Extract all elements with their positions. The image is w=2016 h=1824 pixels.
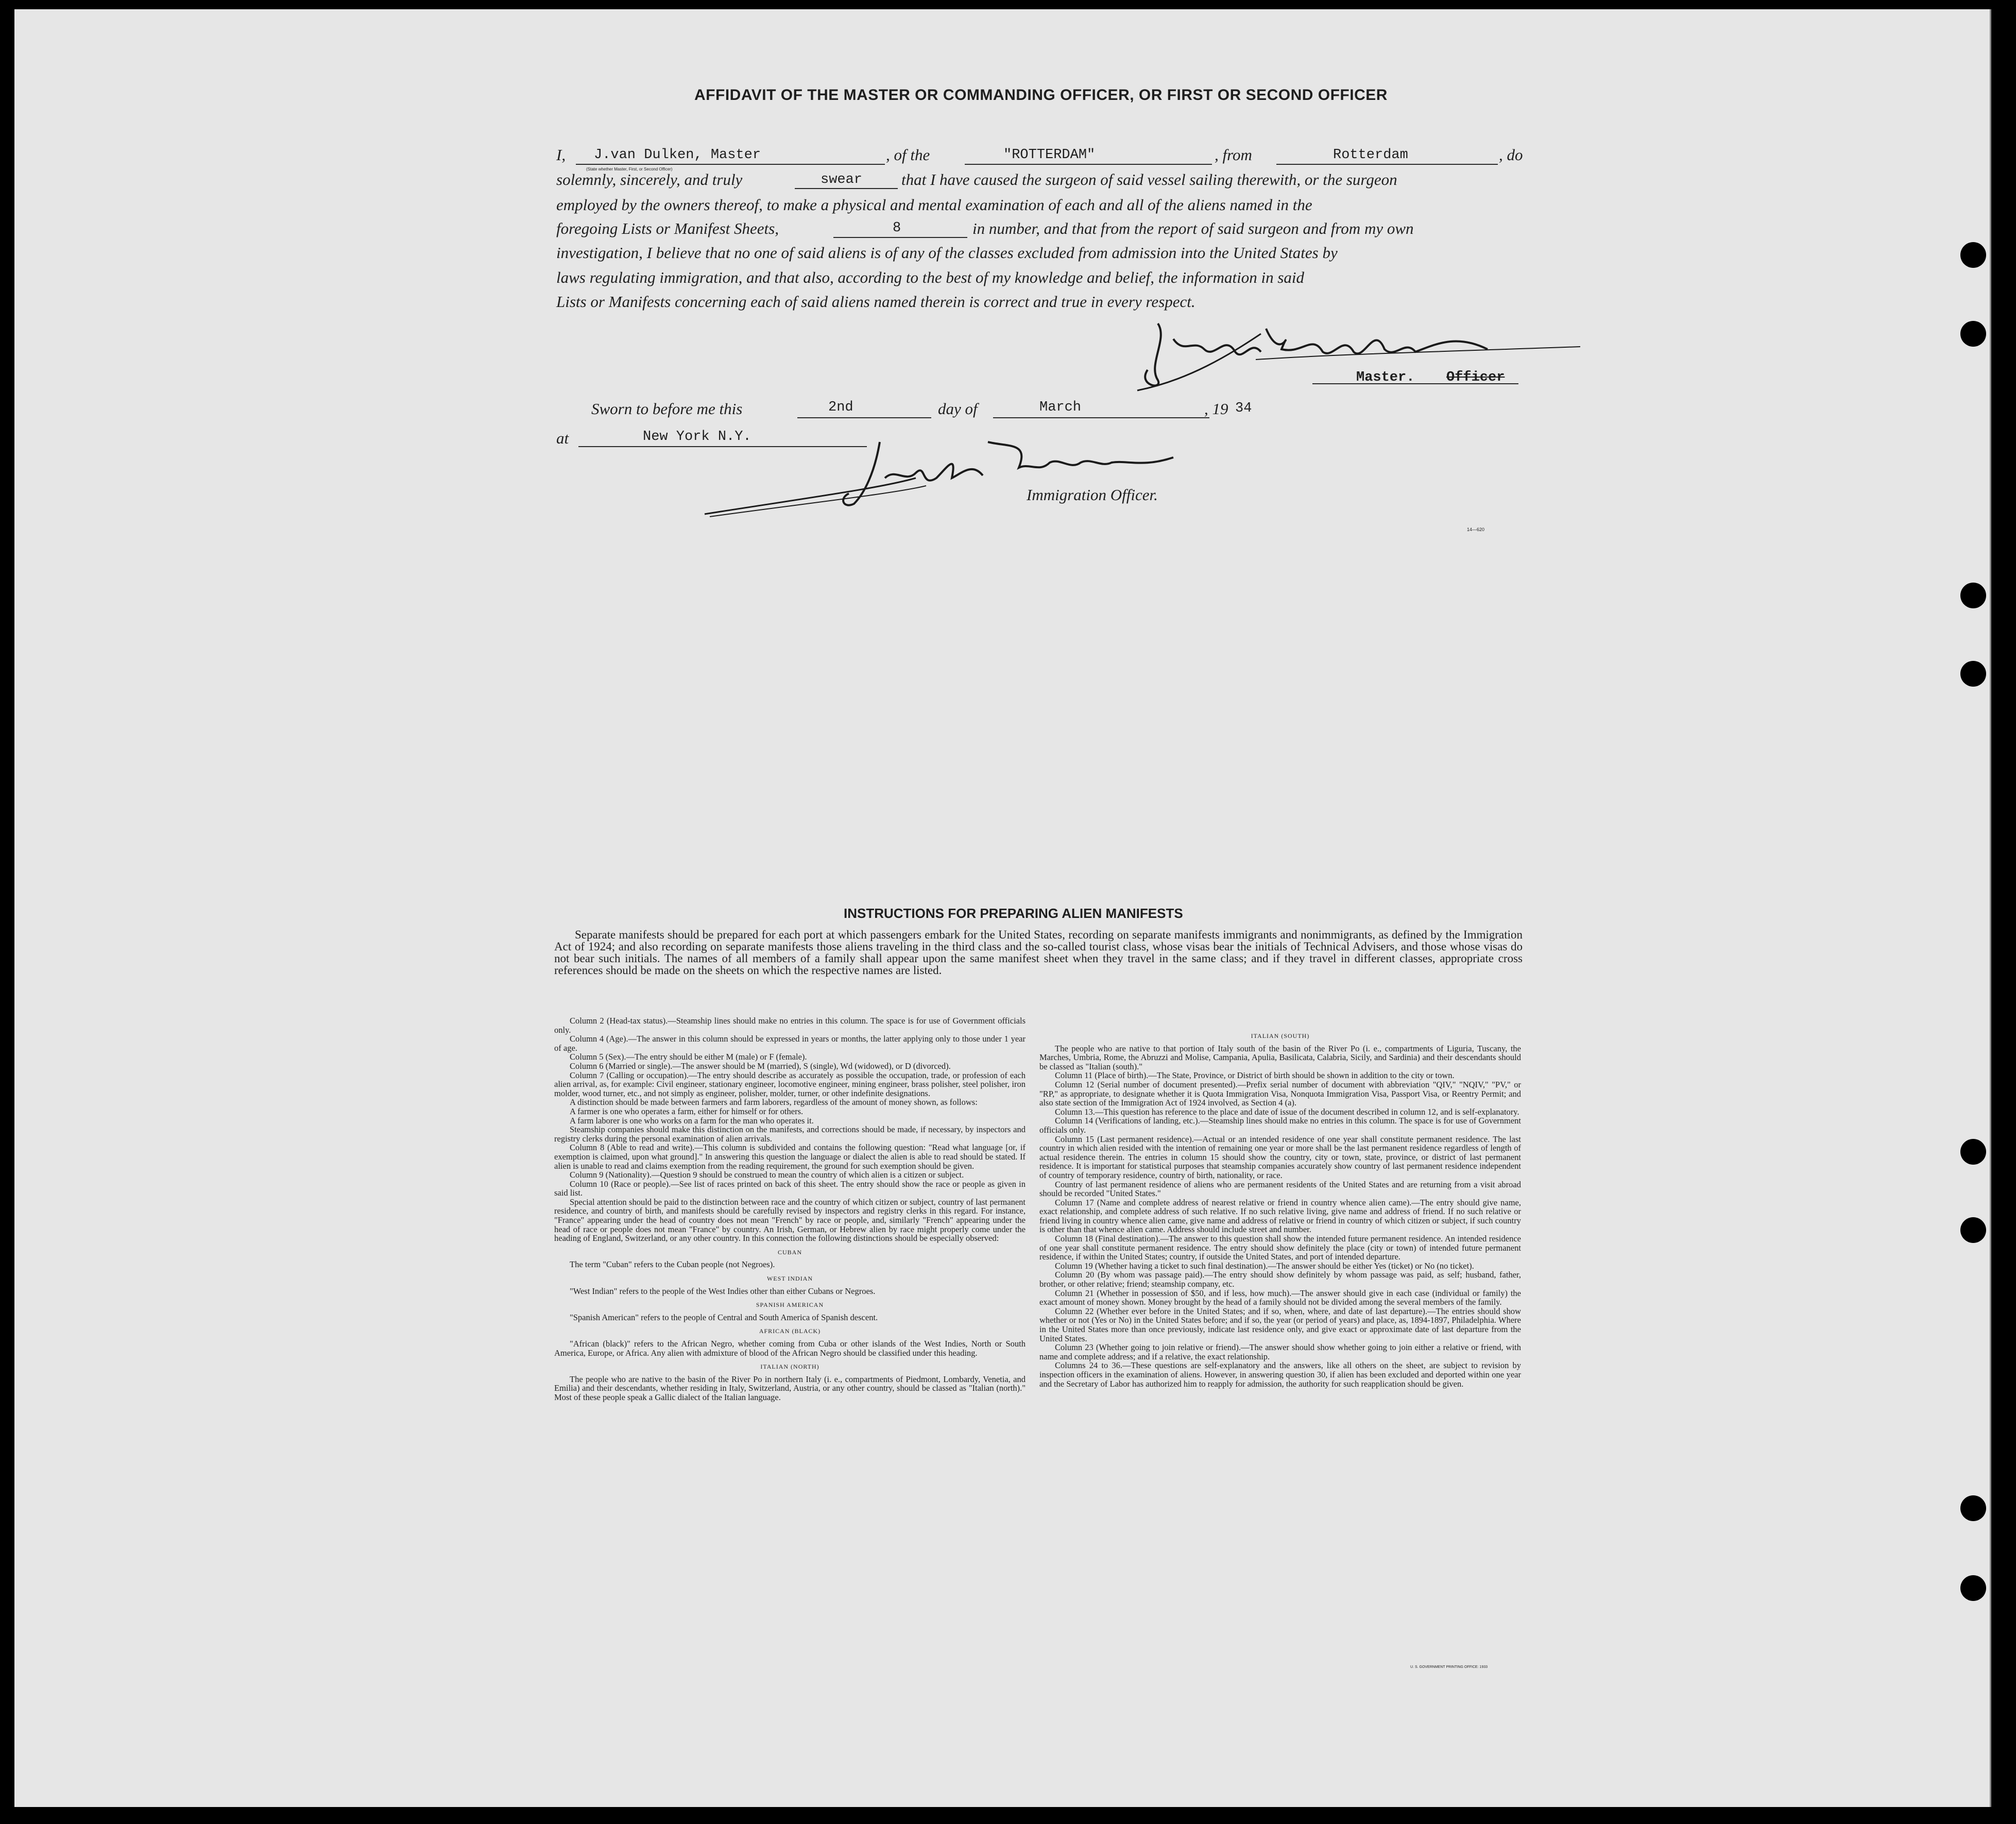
para-col4: Column 4 (Age).—The answer in this column should be expressed in years or months, the latter applying only to those under 1 year of age. <box>554 1034 1026 1053</box>
oath-underline <box>795 188 898 189</box>
para-col13: Column 13.—This question has reference to the place and date of issue of the document described in column 12, and is self-explanatory. <box>1055 1106 1519 1117</box>
month-underline <box>993 417 1209 418</box>
text-investigation: investigation, I believe that no one of said aliens is of any of the classes excluded from admission into the United States by <box>556 244 1338 262</box>
master-signature <box>1127 303 1591 401</box>
text-sworn: Sworn to before me this <box>591 400 743 418</box>
para-col15: Column 15 (Last permanent residence).—Actual or an intended residence of one year shall constitute permanent residence. The last country in which alien resided with the intention of remaining one year or more shall be the last permanent residence regardless of length of actual residence therein. The entries in column 15 should show the country, city or town, state, province, or district of last permanent residence. It is important for statistical purposes that steamship companies accurately show country of last permanent residence independent of country of temporary residence, country of birth, nationality, or race. <box>1039 1134 1521 1180</box>
text-lists: Lists or Manifests concerning each of said aliens named therein is correct and true in every respect. <box>556 293 1195 311</box>
name-underline <box>576 164 885 165</box>
para-african: "African (black)" refers to the African Negro, whether coming from Cuba or other islands of the West Indies, North or South America, Europe, or Africa. Any alien with admixture of blood of the African Negro should be classified under this heading. <box>554 1339 1026 1358</box>
para-col22: Column 22 (Whether ever before in the United States; and if so, when, where, and date of last departure).—The entries should show whether or not (Yes or No) in the United States before; and if so, the year (or period of years) and place, as, 1894-1897, Philadelphia. Where in the United States more than once previously, indicate last residence only, and give exact or approximate date of last departure from the United States. <box>1039 1306 1521 1343</box>
instructions-title: INSTRUCTIONS FOR PREPARING ALIEN MANIFESTS <box>844 906 1183 921</box>
port-field: Rotterdam <box>1333 147 1408 163</box>
text-i: I, <box>556 146 566 164</box>
oath-field: swear <box>821 172 863 187</box>
para-italian-south: The people who are native to that portion of Italy south of the basin of the River Po (i. e., compartments of Liguria, Tuscany, the Marches, Umbria, Rome, the Abruzzi and Molise, Campania, Apulia, Basilicata, Calabria, Sicily, and Sardinia) and their descendants should be classed as "Italian (south)." <box>1039 1043 1521 1071</box>
text-from: , from <box>1215 146 1252 164</box>
para-steamship: Steamship companies should make this distinction on the manifests, and corrections should be made, if necessary, by inspectors and registry clerks during the personal examination of alien arrivals. <box>554 1124 1026 1144</box>
sheets-underline <box>833 237 967 238</box>
para-farm-laborer: A farm laborer is one who works on a farm for the man who operates it. <box>570 1115 814 1126</box>
binder-hole <box>1960 1495 1986 1521</box>
para-west-indian: "West Indian" refers to the people of the West Indies other than either Cubans or Negroes. <box>570 1286 876 1296</box>
sworn-place-field: New York N.Y. <box>643 429 751 445</box>
form-number: 14—620 <box>1467 527 1485 532</box>
printer-imprint: U. S. GOVERNMENT PRINTING OFFICE: 1933 <box>1410 1665 1488 1669</box>
immigration-officer-signature <box>699 432 1215 524</box>
binder-hole <box>1960 661 1986 687</box>
binder-hole <box>1960 1575 1986 1601</box>
para-col21: Column 21 (Whether in possession of $50, and if less, how much).—The answer should give in each case (individual or family) the exact amount of money shown. Money brought by the head of a family should not be divided among the several members of the family. <box>1039 1288 1521 1307</box>
text-day-of: day of <box>938 400 978 418</box>
title-master: Master. <box>1356 370 1415 385</box>
para-col12: Column 12 (Serial number of document presented).—Prefix serial number of document with abbreviation "QIV," "NQIV," "PV," or "RP," as appropriate, to designate whether it is Quota Immigration Visa, Nonquota Immigration Visa, Passport Visa, or Reentry Permit; and also state section of the Immigration Act of 1924 involved, as Section 4 (a). <box>1039 1079 1521 1108</box>
officer-type-caption: (State whether Master, First, or Second Officer) <box>586 167 673 172</box>
text-employed: employed by the owners thereof, to make a physical and mental examination of each and all of the aliens named in the <box>556 196 1312 214</box>
subheading-cuban: CUBAN <box>777 1248 802 1256</box>
subheading-west-indian: WEST INDIAN <box>766 1275 813 1283</box>
text-at: at <box>556 429 569 447</box>
day-underline <box>797 417 931 418</box>
para-cuban: The term "Cuban" refers to the Cuban people (not Negroes). <box>570 1259 775 1270</box>
para-col16: Country of last permanent residence of aliens who are permanent residents of the United States and are returning from a visit abroad should be recorded "United States." <box>1039 1179 1521 1199</box>
binder-hole <box>1960 583 1986 608</box>
para-col8: Column 8 (Able to read and write).—This column is subdivided and contains the following question: "Read what language [or, if exemption is claimed, upon what ground]." In answering this question the language or dialect the alien is able to read should be stated. If alien is unable to read and claims exemption from the reading requirement, the ground for such exemption should be given. <box>554 1143 1026 1171</box>
para-col19: Column 19 (Whether having a ticket to such final destination).—The answer should be either Yes (ticket) or No (no ticket). <box>1055 1260 1474 1271</box>
subheading-african: AFRICAN (BLACK) <box>759 1327 821 1335</box>
para-col10: Column 10 (Race or people).—See list of races printed on back of this sheet. The entry should show the race or people as given in said list. <box>554 1179 1026 1198</box>
sheets-count-field: 8 <box>893 220 901 236</box>
instructions-right-column <box>1039 1027 1521 1388</box>
text-19: , 19 <box>1204 400 1228 418</box>
subheading-italian-north: ITALIAN (NORTH) <box>760 1363 819 1371</box>
subheading-italian-south: ITALIAN (SOUTH) <box>1251 1032 1310 1039</box>
master-name-field: J.van Dulken, Master <box>594 147 761 163</box>
para-col6: Column 6 (Married or single).—The answer should be M (married), S (single), Wd (widowed), or D (divorced). <box>570 1061 951 1071</box>
subheading-spanish-american: SPANISH AMERICAN <box>756 1301 824 1309</box>
para-col7: Column 7 (Calling or occupation).—The entry should describe as accurately as possible the occupation, trade, or profession of each alien arrival, as, for example: Civil engineer, stationary engineer, locomotive engineer, mining engineer, brass polisher, steel polisher, iron molder, wood turner, etc., and not simply as engineer, polisher, molder, turner, or other indefinite designations. <box>554 1070 1026 1098</box>
para-col23: Column 23 (Whether going to join relative or friend).—The answer should show whether going to join either a relative or friend, with name and complete address; and if a relative, the exact relationship. <box>1039 1342 1521 1361</box>
binder-hole <box>1960 242 1986 268</box>
ship-name-field: "ROTTERDAM" <box>1003 147 1096 163</box>
affidavit-heading: AFFIDAVIT OF THE MASTER OR COMMANDING OFFICER, OR FIRST OR SECOND OFFICER <box>694 87 1388 104</box>
port-underline <box>1276 164 1498 165</box>
para-farmer: A farmer is one who operates a farm, either for himself or for others. <box>570 1106 804 1116</box>
text-solemnly: solemnly, sincerely, and truly <box>556 171 743 189</box>
para-col9: Column 9 (Nationality).—Question 9 should be construed to mean the country of which alien is a citizen or subject. <box>570 1170 964 1180</box>
sworn-day-field: 2nd <box>828 400 853 415</box>
sworn-year-field: 34 <box>1235 401 1252 416</box>
instructions-intro: Separate manifests should be prepared for each port at which passengers embark for the United States, recording on separate manifests immigrants and nonimmigrants, as defined by the Immigration Act of 1924; and also recording on separate manifests those aliens traveling in the third class and the so-called tourist class, whose visas bear the initials of Technical Advisers, and those whose visas do not bear such initials. The names of all members of a family shall appear upon the same manifest sheet when they travel in the same class; and if they travel in different classes, appropriate cross references should be made on the sheets on which the respective names are listed. <box>554 928 1523 977</box>
para-farmers: A distinction should be made between farmers and farm laborers, regardless of the amount of money shown, as follows: <box>570 1097 978 1107</box>
instructions-left-column <box>554 1016 1026 1402</box>
para-col18: Column 18 (Final destination).—The answer to this question shall show the intended future permanent residence. An intended residence of one year shall constitute permanent residence. The entry should show definitely the place (city or town) of intended future permanent residence, if within the United States; country, if outside the United States, and port of intended departure. <box>1039 1234 1521 1262</box>
para-col5: Column 5 (Sex).—The entry should be either M (male) or F (female). <box>570 1052 807 1062</box>
para-italian-north: The people who are native to the basin of the River Po in northern Italy (i. e., compartments of Piedmont, Lombardy, Venetia, and Emilia) and their descendants, whether residing in Italy, Switzerland, Austria, or any other country, should be classed as "Italian (north)." Most of these people speak a Gallic dialect of the Italian language. <box>554 1374 1026 1402</box>
para-col2: Column 2 (Head-tax status).—Steamship lines should make no entries in this column. The space is for use of Government officials only. <box>554 1016 1026 1035</box>
para-col24-36: Columns 24 to 36.—These questions are self-explanatory and the answers, like all others on the sheet, are subject to revision by inspection officers in the examination of aliens. However, in answering question 30, if alien has been excluded and deported within one year and the Secretary of Labor has authorized him to reapply for admission, the authority for such reapplication should be given. <box>1039 1360 1521 1389</box>
binder-hole <box>1960 1217 1986 1243</box>
binder-hole <box>1960 321 1986 347</box>
para-col11: Column 11 (Place of birth).—The State, Province, or District of birth should be shown in addition to the city or town. <box>1055 1070 1455 1081</box>
immigration-officer-label: Immigration Officer. <box>1027 486 1158 504</box>
text-surgeon: that I have caused the surgeon of said vessel sailing therewith, or the surgeon <box>901 171 1397 189</box>
title-officer-struck: Officer <box>1446 370 1505 385</box>
text-foregoing: foregoing Lists or Manifest Sheets, <box>556 219 779 237</box>
text-do: , do <box>1499 146 1523 164</box>
ship-underline <box>965 164 1212 165</box>
binder-hole <box>1960 1139 1986 1165</box>
text-of-the: , of the <box>886 146 930 164</box>
para-spanish-american: "Spanish American" refers to the people of Central and South America of Spanish descent. <box>570 1312 878 1322</box>
sworn-month-field: March <box>1039 400 1082 415</box>
text-laws: laws regulating immigration, and that also, according to the best of my knowledge and belief, the information in said <box>556 268 1305 286</box>
para-special: Special attention should be paid to the distinction between race and the country of which citizen or subject, country of last permanent residence, and country of birth, and manifests should be carefully revised by inspectors and registry clerks in this regard. For instance, "France" appearing under the head of country does not mean "French" by race or people, and, similarly "French" appearing under the head of race or people does not mean "France" by country. An Irish, German, or Hebrew alien by race might properly come under the heading of England, Switzerland, or any other country. In this connection the following distinctions should be especially observed: <box>554 1197 1026 1243</box>
para-col17: Column 17 (Name and complete address of nearest relative or friend in country whence alien came).—The entry should give name, exact relationship, and complete address of such relative. If no such relative living, give name and address of friend. If no such relative or friend living in country whence alien came, give name and address of relative or friend in country of which citizen or subject, if such country is other than that whence alien came. Address should include street and number. <box>1039 1197 1521 1235</box>
manifest-page <box>14 9 1991 1807</box>
para-col20: Column 20 (By whom was passage paid).—The entry should show definitely by whom passage was paid, as self; husband, father, brother, or other relative; friend; steamship company, etc. <box>1039 1270 1521 1289</box>
text-in-number: in number, and that from the report of said surgeon and from my own <box>972 219 1414 237</box>
para-col14: Column 14 (Verifications of landing, etc.).—Steamship lines should make no entries in this column. The space is for use of Government officials only. <box>1039 1116 1521 1135</box>
